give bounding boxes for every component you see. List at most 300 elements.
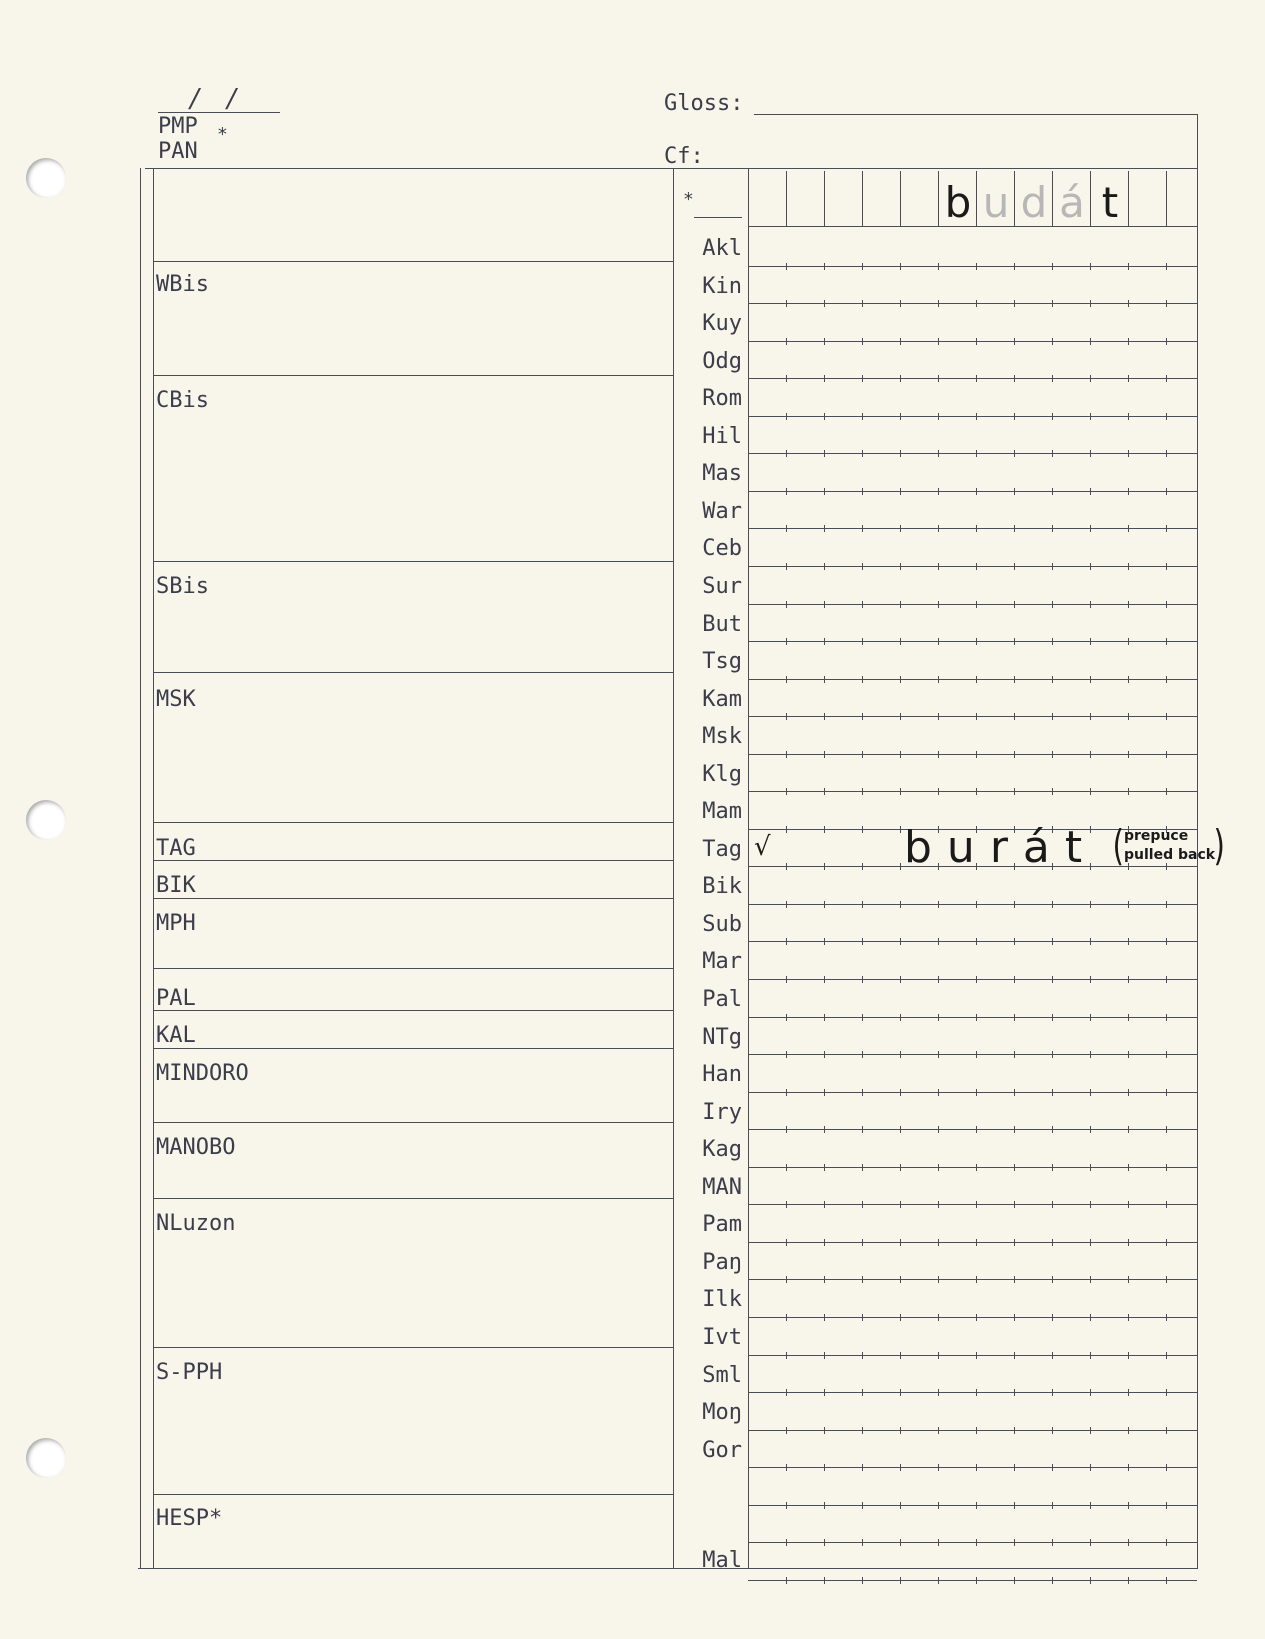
entry-row-tick xyxy=(900,525,901,532)
entry-row-tick xyxy=(824,1464,825,1471)
reconstruction-box-divider xyxy=(824,171,825,226)
entry-row-tick xyxy=(938,676,939,683)
entry-row-tick xyxy=(786,1014,787,1021)
entry-row-tick xyxy=(900,751,901,758)
language-code-25: MAN xyxy=(702,1175,742,1200)
entry-row-tick xyxy=(1166,713,1167,720)
entry-row-tick xyxy=(1166,525,1167,532)
entry-row-tick xyxy=(1014,300,1015,307)
entry-row-tick xyxy=(1128,1014,1129,1021)
entry-row-tick xyxy=(824,450,825,457)
entry-row-tick xyxy=(824,976,825,983)
group-column-right-border xyxy=(673,168,674,1568)
cf-label: Cf: xyxy=(664,144,704,169)
entry-row-tick xyxy=(976,1239,977,1246)
language-code-6: Mas xyxy=(702,461,742,486)
entry-row-tick xyxy=(1128,1201,1129,1208)
reconstruction-box-divider xyxy=(938,171,939,226)
entry-row-tick xyxy=(1014,563,1015,570)
entry-row-tick xyxy=(1166,1276,1167,1283)
entry-row-line xyxy=(748,1505,1197,1506)
entry-row-tick xyxy=(976,1464,977,1471)
entry-row-tick xyxy=(1052,375,1053,382)
entry-row-line xyxy=(748,528,1197,529)
reconstruction-box-divider xyxy=(900,171,901,226)
entry-row-tick xyxy=(900,1314,901,1321)
entry-row-tick xyxy=(1052,413,1053,420)
entry-row-tick xyxy=(1052,1126,1053,1133)
entry-column-right-border xyxy=(1197,114,1198,1568)
entry-row-tick xyxy=(786,488,787,495)
entry-row-tick xyxy=(1014,638,1015,645)
entry-row-tick xyxy=(786,826,787,833)
form-left-outer-border xyxy=(140,168,141,1568)
entry-row-tick xyxy=(938,1126,939,1133)
entry-row-tick xyxy=(1166,863,1167,870)
entry-row-tick xyxy=(1052,1014,1053,1021)
entry-row-tick xyxy=(976,563,977,570)
entry-row-tick xyxy=(1166,638,1167,645)
language-code-9: Sur xyxy=(702,574,742,599)
entry-row-tick xyxy=(1052,1352,1053,1359)
entry-row-tick xyxy=(938,1239,939,1246)
entry-row-tick xyxy=(862,413,863,420)
tag-note-close: ) xyxy=(1213,821,1225,870)
entry-row-tick xyxy=(1090,1239,1091,1246)
entry-row-tick xyxy=(862,1239,863,1246)
form-top-border xyxy=(145,168,1198,169)
entry-row-tick xyxy=(786,638,787,645)
group-label-wbis: WBis xyxy=(156,272,209,297)
group-label-tag: TAG xyxy=(156,836,196,861)
entry-row-tick xyxy=(1014,338,1015,345)
entry-row-tick xyxy=(1128,1126,1129,1133)
entry-row-tick xyxy=(824,1051,825,1058)
entry-row-tick xyxy=(976,1427,977,1434)
entry-row-tick xyxy=(786,1239,787,1246)
entry-row-tick xyxy=(1052,1239,1053,1246)
entry-row-tick xyxy=(824,413,825,420)
entry-row-tick xyxy=(976,1126,977,1133)
entry-row-line xyxy=(748,1054,1197,1055)
entry-row-tick xyxy=(1128,938,1129,945)
entry-row-tick xyxy=(1166,375,1167,382)
entry-row-tick xyxy=(900,1539,901,1546)
entry-row-tick xyxy=(1128,1239,1129,1246)
entry-row-tick xyxy=(1090,375,1091,382)
entry-row-tick xyxy=(938,1089,939,1096)
group-divider xyxy=(153,898,673,899)
entry-row-tick xyxy=(900,976,901,983)
entry-row-line xyxy=(748,266,1197,267)
language-code-11: Tsg xyxy=(702,649,742,674)
entry-row-tick xyxy=(786,1352,787,1359)
entry-row-tick xyxy=(862,1164,863,1171)
entry-row-tick xyxy=(1014,788,1015,795)
entry-row-tick xyxy=(824,525,825,532)
entry-row-tick xyxy=(1166,1051,1167,1058)
entry-row-tick xyxy=(786,788,787,795)
entry-row-tick xyxy=(1166,1427,1167,1434)
entry-row-tick xyxy=(1090,676,1091,683)
entry-row-tick xyxy=(1166,901,1167,908)
entry-row-tick xyxy=(862,1577,863,1584)
entry-row-tick xyxy=(938,1314,939,1321)
entry-row-tick xyxy=(824,1089,825,1096)
entry-row-tick xyxy=(1014,1389,1015,1396)
entry-row-tick xyxy=(862,338,863,345)
punch-hole-bottom xyxy=(26,1438,66,1478)
entry-row-tick xyxy=(824,1014,825,1021)
language-code-32: Gor xyxy=(702,1438,742,1463)
entry-row-tick xyxy=(900,563,901,570)
entry-row-tick xyxy=(1052,1276,1053,1283)
language-code-30: Sml xyxy=(702,1363,742,1388)
entry-row-tick xyxy=(1166,1389,1167,1396)
entry-row-tick xyxy=(1052,1577,1053,1584)
language-code-18: Sub xyxy=(702,912,742,937)
entry-row-tick xyxy=(1052,1314,1053,1321)
entry-row-tick xyxy=(976,1051,977,1058)
entry-row-tick xyxy=(862,976,863,983)
entry-row-tick xyxy=(824,1276,825,1283)
entry-row-tick xyxy=(1052,713,1053,720)
entry-row-tick xyxy=(1090,338,1091,345)
entry-row-tick xyxy=(900,1389,901,1396)
entry-row-tick xyxy=(1090,525,1091,532)
entry-row-tick xyxy=(938,525,939,532)
entry-row-tick xyxy=(1090,1014,1091,1021)
entry-row-tick xyxy=(1052,1201,1053,1208)
language-code-15: Mam xyxy=(702,799,742,824)
entry-row-tick xyxy=(938,1164,939,1171)
entry-row-tick xyxy=(900,263,901,270)
entry-row-tick xyxy=(786,375,787,382)
reconstruction-box-divider xyxy=(786,171,787,226)
entry-row-line xyxy=(748,641,1197,642)
entry-row-tick xyxy=(900,1239,901,1246)
entry-row-tick xyxy=(1128,713,1129,720)
entry-row-tick xyxy=(900,1276,901,1283)
entry-row-tick xyxy=(862,751,863,758)
entry-row-tick xyxy=(938,1201,939,1208)
group-label-kal: KAL xyxy=(156,1023,196,1048)
entry-row-tick xyxy=(1052,563,1053,570)
entry-row-tick xyxy=(1128,863,1129,870)
entry-row-tick xyxy=(1166,938,1167,945)
entry-row-tick xyxy=(1014,1276,1015,1283)
entry-row-tick xyxy=(1166,1239,1167,1246)
entry-row-tick xyxy=(938,488,939,495)
entry-row-tick xyxy=(1090,713,1091,720)
entry-row-tick xyxy=(1014,676,1015,683)
entry-row-tick xyxy=(1090,1164,1091,1171)
entry-row-tick xyxy=(938,751,939,758)
entry-row-tick xyxy=(862,1276,863,1283)
entry-row-tick xyxy=(1090,1314,1091,1321)
entry-row-tick xyxy=(1128,300,1129,307)
entry-row-tick xyxy=(1090,901,1091,908)
entry-row-tick xyxy=(900,1352,901,1359)
entry-row-tick xyxy=(1052,488,1053,495)
entry-row-tick xyxy=(824,1201,825,1208)
group-label-sbis: SBis xyxy=(156,574,209,599)
entry-row-tick xyxy=(938,938,939,945)
entry-row-tick xyxy=(1090,1201,1091,1208)
entry-row-tick xyxy=(786,863,787,870)
entry-row-tick xyxy=(862,1352,863,1359)
entry-row-tick xyxy=(786,1051,787,1058)
entry-row-tick xyxy=(938,713,939,720)
entry-row-tick xyxy=(824,826,825,833)
entry-row-line xyxy=(748,941,1197,942)
reconstruction-letter: b xyxy=(944,178,972,227)
entry-row-tick xyxy=(862,1464,863,1471)
gloss-label: Gloss: xyxy=(664,91,744,116)
entry-row-tick xyxy=(1014,976,1015,983)
entry-row-tick xyxy=(1014,1126,1015,1133)
entry-row-tick xyxy=(976,1502,977,1509)
entry-row-tick xyxy=(1090,1276,1091,1283)
entry-row-tick xyxy=(900,300,901,307)
entry-row-tick xyxy=(786,1577,787,1584)
entry-row-tick xyxy=(862,676,863,683)
entry-row-tick xyxy=(1166,751,1167,758)
entry-row-line xyxy=(748,1017,1197,1018)
entry-row-tick xyxy=(900,1164,901,1171)
entry-row-tick xyxy=(824,488,825,495)
entry-row-tick xyxy=(1014,713,1015,720)
group-divider xyxy=(153,1122,673,1123)
entry-row-tick xyxy=(1052,901,1053,908)
entry-row-tick xyxy=(1090,1089,1091,1096)
entry-row-tick xyxy=(976,1577,977,1584)
language-code-10: But xyxy=(702,612,742,637)
entry-row-tick xyxy=(1052,601,1053,608)
entry-row-tick xyxy=(1128,601,1129,608)
entry-row-tick xyxy=(1014,1539,1015,1546)
entry-row-tick xyxy=(938,788,939,795)
entry-row-tick xyxy=(786,1276,787,1283)
reconstruction-box-divider xyxy=(1128,171,1129,226)
entry-row-tick xyxy=(1014,1464,1015,1471)
entry-row-tick xyxy=(824,338,825,345)
entry-row-tick xyxy=(1014,1502,1015,1509)
entry-row-tick xyxy=(862,1539,863,1546)
entry-row-tick xyxy=(938,1389,939,1396)
entry-row-tick xyxy=(862,563,863,570)
entry-row-tick xyxy=(1052,1389,1053,1396)
entry-row-tick xyxy=(1090,1051,1091,1058)
entry-row-line xyxy=(748,604,1197,605)
entry-row-tick xyxy=(824,563,825,570)
entry-row-tick xyxy=(1166,1502,1167,1509)
entry-row-tick xyxy=(1128,1427,1129,1434)
group-label-pal: PAL xyxy=(156,986,196,1011)
entry-row-tick xyxy=(1014,488,1015,495)
entry-row-tick xyxy=(862,1502,863,1509)
entry-row-tick xyxy=(1014,901,1015,908)
entry-row-tick xyxy=(900,338,901,345)
group-label-hesp: HESP* xyxy=(156,1506,223,1531)
language-code-4: Rom xyxy=(702,386,742,411)
entry-row-tick xyxy=(976,976,977,983)
entry-row-tick xyxy=(938,1539,939,1546)
entry-row-tick xyxy=(862,901,863,908)
entry-row-tick xyxy=(900,1126,901,1133)
entry-row-tick xyxy=(900,938,901,945)
entry-row-tick xyxy=(1128,1464,1129,1471)
entry-row-tick xyxy=(1090,300,1091,307)
entry-row-tick xyxy=(900,450,901,457)
entry-row-tick xyxy=(862,375,863,382)
entry-row-tick xyxy=(1090,751,1091,758)
entry-row-tick xyxy=(1128,676,1129,683)
entry-row-tick xyxy=(1166,413,1167,420)
entry-row-tick xyxy=(976,1389,977,1396)
entry-row-tick xyxy=(900,1577,901,1584)
entry-row-tick xyxy=(900,901,901,908)
entry-row-tick xyxy=(824,1502,825,1509)
group-label-manobo: MANOBO xyxy=(156,1135,236,1160)
entry-row-tick xyxy=(1014,450,1015,457)
entry-row-tick xyxy=(1052,788,1053,795)
entry-row-tick xyxy=(1128,338,1129,345)
entry-row-tick xyxy=(1128,1089,1129,1096)
language-code-21: NTg xyxy=(702,1025,742,1050)
entry-row-tick xyxy=(1090,488,1091,495)
entry-row-tick xyxy=(900,826,901,833)
reconstruction-box-divider xyxy=(1090,171,1091,226)
group-label-bik: BIK xyxy=(156,873,196,898)
entry-row-tick xyxy=(938,338,939,345)
entry-row-tick xyxy=(976,751,977,758)
entry-row-tick xyxy=(976,263,977,270)
entry-row-tick xyxy=(1166,1314,1167,1321)
entry-row-tick xyxy=(824,863,825,870)
entry-row-tick xyxy=(824,1427,825,1434)
group-label-s-pph: S-PPH xyxy=(156,1360,223,1385)
entry-row-tick xyxy=(824,375,825,382)
entry-row-tick xyxy=(1128,1051,1129,1058)
entry-row-tick xyxy=(976,450,977,457)
entry-row-tick xyxy=(1090,450,1091,457)
entry-row-tick xyxy=(900,713,901,720)
entry-row-tick xyxy=(1128,525,1129,532)
entry-row-tick xyxy=(1014,1352,1015,1359)
entry-row-tick xyxy=(1166,488,1167,495)
entry-row-tick xyxy=(786,676,787,683)
entry-row-tick xyxy=(1128,413,1129,420)
reconstruction-box-divider xyxy=(1014,171,1015,226)
entry-row-tick xyxy=(862,601,863,608)
entry-row-tick xyxy=(824,1164,825,1171)
entry-row-tick xyxy=(976,601,977,608)
entry-row-tick xyxy=(1090,976,1091,983)
group-divider xyxy=(153,822,673,823)
entry-row-line xyxy=(748,904,1197,905)
entry-row-tick xyxy=(786,450,787,457)
entry-row-line xyxy=(748,1317,1197,1318)
entry-row-tick xyxy=(1128,1389,1129,1396)
form-bottom-border xyxy=(138,1568,1198,1569)
entry-row-line xyxy=(748,1167,1197,1168)
tag-note-line1: prepuce xyxy=(1124,828,1189,844)
tag-check-mark: √ xyxy=(754,832,771,862)
entry-row-tick xyxy=(976,1201,977,1208)
entry-row-tick xyxy=(976,1089,977,1096)
entry-row-line xyxy=(748,341,1197,342)
entry-row-line xyxy=(748,1242,1197,1243)
entry-row-tick xyxy=(1128,788,1129,795)
reconstruction-box-divider xyxy=(1052,171,1053,226)
entry-row-tick xyxy=(786,1502,787,1509)
entry-row-tick xyxy=(1090,1126,1091,1133)
entry-row-tick xyxy=(1052,300,1053,307)
entry-row-tick xyxy=(938,300,939,307)
entry-row-tick xyxy=(862,525,863,532)
entry-row-tick xyxy=(976,788,977,795)
entry-row-tick xyxy=(1090,788,1091,795)
group-label-nluzon: NLuzon xyxy=(156,1211,236,1236)
entry-row-tick xyxy=(1052,525,1053,532)
entry-row-tick xyxy=(900,413,901,420)
language-code-14: Klg xyxy=(702,762,742,787)
entry-row-tick xyxy=(786,413,787,420)
entry-row-tick xyxy=(976,938,977,945)
entry-row-tick xyxy=(1166,563,1167,570)
entry-row-tick xyxy=(976,1276,977,1283)
reconstruction-letter: t xyxy=(1101,178,1119,227)
entry-row-tick xyxy=(862,1014,863,1021)
entry-row-tick xyxy=(1166,676,1167,683)
entry-row-tick xyxy=(900,375,901,382)
entry-row-tick xyxy=(824,676,825,683)
reconstruction-box-divider xyxy=(976,171,977,226)
entry-row-tick xyxy=(1014,1577,1015,1584)
entry-row-tick xyxy=(976,300,977,307)
entry-row-tick xyxy=(1128,1314,1129,1321)
entry-row-line xyxy=(748,1467,1197,1468)
entry-row-tick xyxy=(938,601,939,608)
entry-row-tick xyxy=(1090,413,1091,420)
entry-row-tick xyxy=(862,1427,863,1434)
entry-row-tick xyxy=(862,1314,863,1321)
entry-row-tick xyxy=(900,488,901,495)
entry-row-tick xyxy=(938,1051,939,1058)
entry-row-tick xyxy=(900,601,901,608)
entry-row-tick xyxy=(824,751,825,758)
entry-row-tick xyxy=(786,1389,787,1396)
entry-row-tick xyxy=(786,601,787,608)
entry-row-tick xyxy=(824,1389,825,1396)
entry-row-tick xyxy=(900,1464,901,1471)
entry-row-tick xyxy=(1166,1577,1167,1584)
entry-row-tick xyxy=(976,375,977,382)
entry-row-tick xyxy=(1014,1089,1015,1096)
entry-row-tick xyxy=(1052,1502,1053,1509)
entry-row-tick xyxy=(938,1014,939,1021)
entry-row-tick xyxy=(1052,676,1053,683)
entry-row-tick xyxy=(938,563,939,570)
entry-row-line xyxy=(748,1204,1197,1205)
entry-row-tick xyxy=(1090,1577,1091,1584)
pmp-star: * xyxy=(217,124,228,145)
entry-row-tick xyxy=(1052,751,1053,758)
entry-row-tick xyxy=(900,1014,901,1021)
entry-row-tick xyxy=(1128,1539,1129,1546)
entry-row-tick xyxy=(1090,601,1091,608)
